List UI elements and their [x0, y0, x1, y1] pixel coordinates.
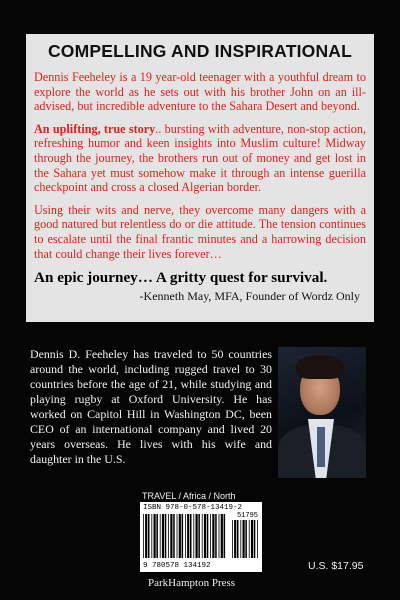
category-label: TRAVEL / Africa / North — [142, 491, 236, 501]
synopsis-paragraph-1: Dennis Feeheley is a 19 year-old teenager with a youthful dream to explore the world as he sets out with his brother John on an ill-advised, but incredible adventure to the Sahara Desert and beyond. — [34, 70, 366, 114]
quote-attribution: -Kenneth May, MFA, Founder of Wordz Only — [139, 289, 360, 304]
synopsis-paragraph-3: Using their wits and nerve, they overcome many dangers with a good natured but relentless do or die attitude. The tension continues to escalate until the final frantic minutes and a harrowing decision that could change their lives forever… — [34, 202, 366, 261]
author-photo — [278, 347, 366, 478]
synopsis-paragraph-2-text: .. bursting with adventure, non-stop action, refreshing humor and keen insights into Muslim culture! Midway through the journey, the brothers run out of money and get lost in the Sahara yet must somehow make it through an intense guerilla checkpoint and cross a closed Algerian border. — [34, 121, 366, 195]
barcode — [140, 502, 262, 572]
panel-title: COMPELLING AND INSPIRATIONAL — [47, 41, 353, 61]
synopsis-paragraph-2 — [34, 122, 366, 195]
price-label: U.S. $17.95 — [308, 560, 364, 572]
publisher-label: ParkHampton Press — [148, 577, 236, 589]
photo-tie — [317, 427, 325, 467]
price-code-text: 51795 — [236, 512, 258, 520]
ean-bars — [143, 514, 227, 558]
author-bio: Dennis D. Feeheley has traveled to 50 countries around the world, including rugged travel to 30 countries before the age of 21, while studying and playing rugby at Oxford University. He has worked on Capitol Hill in Washington DC, been CEO of an international company and lived 20 years overseas. He lives with his wife and daughter in the U.S. — [30, 347, 272, 466]
photo-hair — [296, 355, 344, 379]
price-bars — [232, 520, 258, 558]
isbn-text: ISBN 978-0-578-13419-2 — [143, 504, 243, 512]
synopsis-lead: An uplifting, true story — [34, 121, 156, 136]
description-panel — [26, 34, 374, 322]
tagline: An epic journey… A gritty quest for survival. — [34, 269, 328, 287]
ean-number: 9 780578 134192 — [143, 562, 211, 570]
